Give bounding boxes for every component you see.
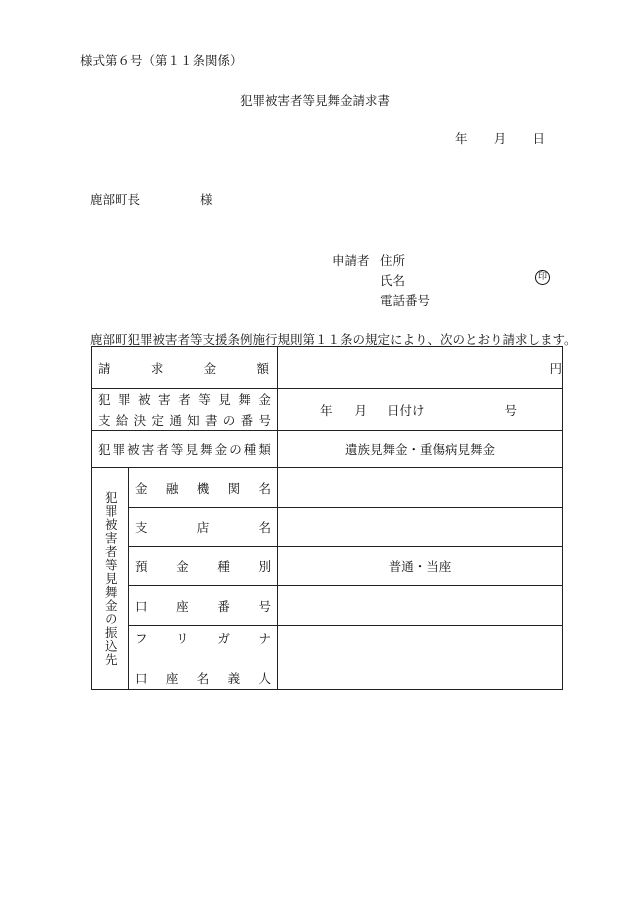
label-char: の <box>229 442 242 457</box>
phone-label: 電話番号 <box>380 293 431 308</box>
label-char: 義 <box>227 670 241 686</box>
address-label: 住所 <box>380 253 406 268</box>
seal-mark: 印 <box>535 270 550 285</box>
label-char: 別 <box>258 559 271 574</box>
label-char: 金 <box>258 392 271 407</box>
notice-label-cell <box>92 389 278 431</box>
account-number-value-cell[interactable] <box>278 586 563 626</box>
label-char: 金 <box>135 480 148 496</box>
date-year-label: 年 <box>455 131 468 146</box>
deposit-type-value: 普通・当座 <box>388 559 452 574</box>
label-char: 犯 <box>98 392 111 407</box>
label-char: 支 <box>135 520 148 535</box>
furigana-label <box>135 629 271 647</box>
applicant-label: 申請者 <box>332 253 370 268</box>
bank-label-cell <box>129 468 278 508</box>
label-char: 番 <box>240 413 254 428</box>
type-row <box>92 431 563 468</box>
account-holder-name-label <box>135 669 271 687</box>
branch-label-cell <box>129 508 278 547</box>
label-char: 座 <box>176 598 189 614</box>
label-char: 通 <box>169 413 182 428</box>
label-char: 舞 <box>238 392 251 407</box>
amount-label-char: 額 <box>256 360 269 376</box>
label-char: 罪 <box>118 392 131 407</box>
label-char: 等 <box>198 392 211 407</box>
label-char: 者 <box>178 392 191 407</box>
label-char: 知 <box>187 413 200 428</box>
transfer-label: 犯罪被害者等見舞金の振込先 <box>103 490 119 667</box>
label-char: 支 <box>98 413 111 428</box>
transfer-label-cell <box>92 468 129 690</box>
notice-number-row <box>92 389 563 431</box>
deposit-type-value-cell[interactable] <box>278 547 563 586</box>
label-char: 座 <box>165 670 179 686</box>
bank-row <box>92 468 563 508</box>
label-char: 口 <box>135 670 148 686</box>
label-char: リ <box>176 630 189 646</box>
label-char: 号 <box>258 413 271 428</box>
deposit-type-row <box>92 547 563 586</box>
account-number-row <box>92 586 563 626</box>
page-title: 犯罪被害者等見舞金請求書 <box>239 93 390 108</box>
notice-label-line2 <box>98 411 271 429</box>
type-label-cell <box>92 431 278 468</box>
notice-label <box>92 390 277 429</box>
label-char: の <box>222 413 236 428</box>
label-char: 人 <box>258 670 271 686</box>
label-char: 類 <box>258 442 271 457</box>
label-char: 罪 <box>112 442 126 457</box>
label-char: 給 <box>115 413 129 428</box>
label-char: 融 <box>165 480 179 496</box>
label-char: 名 <box>258 520 271 535</box>
amount-value-cell[interactable] <box>278 347 563 389</box>
account-number-label-cell <box>129 586 278 626</box>
label-char: 種 <box>217 559 230 574</box>
label-char: 被 <box>138 392 151 407</box>
bank-label <box>129 479 277 497</box>
label-char: 号 <box>258 598 271 614</box>
label-char: 者 <box>156 442 169 457</box>
label-char: 犯 <box>98 442 111 457</box>
amount-label-char: 金 <box>203 360 217 376</box>
label-char: 種 <box>243 442 257 457</box>
label-char: ナ <box>258 630 271 646</box>
notice-value <box>278 401 562 419</box>
notice-number-label: 号 <box>504 402 518 418</box>
form-number: 様式第６号（第１１条関係） <box>80 53 243 68</box>
addressee-honorific: 様 <box>200 192 213 207</box>
label-char: 被 <box>127 442 140 457</box>
type-label <box>92 440 277 458</box>
deposit-type-label <box>129 557 277 575</box>
branch-label <box>129 518 277 536</box>
label-char: 口 <box>135 598 148 614</box>
amount-label-cell <box>92 347 278 389</box>
label-char: フ <box>135 630 148 646</box>
label-char: 害 <box>158 392 171 407</box>
label-char: 等 <box>170 442 184 457</box>
label-char: 見 <box>218 392 231 407</box>
branch-value-cell[interactable] <box>278 508 563 547</box>
label-char: 決 <box>133 413 147 428</box>
type-value: 遺族見舞金・重傷病見舞金 <box>344 442 495 457</box>
statement-text: 鹿部町犯罪被害者等支援条例施行規則第１１条の規定により、次のとおり請求します。 <box>90 332 577 347</box>
label-char: 預 <box>135 559 148 574</box>
request-table <box>91 346 563 690</box>
label-char: 関 <box>227 480 241 496</box>
label-char: 舞 <box>200 442 213 457</box>
account-holder-row <box>92 626 563 690</box>
addressee <box>90 190 213 208</box>
label-char: 見 <box>185 442 198 457</box>
label-char: ガ <box>217 630 230 646</box>
notice-label-line1 <box>98 390 271 408</box>
notice-dated-label: 日付け <box>387 402 425 418</box>
label-char: 害 <box>141 442 155 457</box>
label-char: 金 <box>214 442 228 457</box>
date-day-label: 日 <box>532 131 545 146</box>
label-char: 名 <box>196 670 210 686</box>
account-holder-label <box>129 629 277 687</box>
deposit-type-label-cell <box>129 547 278 586</box>
date-month-label: 月 <box>493 131 507 146</box>
notice-value-cell[interactable] <box>278 389 563 431</box>
account-number-label <box>129 597 277 615</box>
date-line <box>455 129 545 147</box>
amount-row <box>92 347 563 389</box>
type-value-cell[interactable] <box>278 431 563 468</box>
notice-month-label: 月 <box>354 402 368 418</box>
notice-year-label: 年 <box>320 402 333 418</box>
label-char: 番 <box>217 598 230 614</box>
amount-label-char: 求 <box>150 360 164 376</box>
label-char: 機 <box>196 480 210 496</box>
label-char: 名 <box>258 480 271 496</box>
addressee-name: 鹿部町長 <box>90 192 141 207</box>
bank-value-cell[interactable] <box>278 468 563 508</box>
yen-unit: 円 <box>549 360 562 376</box>
amount-label <box>92 359 277 377</box>
amount-label-char: 請 <box>98 360 111 376</box>
label-char: 定 <box>151 413 164 428</box>
label-char: 書 <box>204 413 218 428</box>
branch-row <box>92 508 563 547</box>
account-holder-value-cell[interactable] <box>278 626 563 690</box>
name-label: 氏名 <box>380 273 406 288</box>
label-char: 金 <box>176 559 189 574</box>
label-char: 店 <box>196 520 210 535</box>
account-holder-label-cell <box>129 626 278 690</box>
